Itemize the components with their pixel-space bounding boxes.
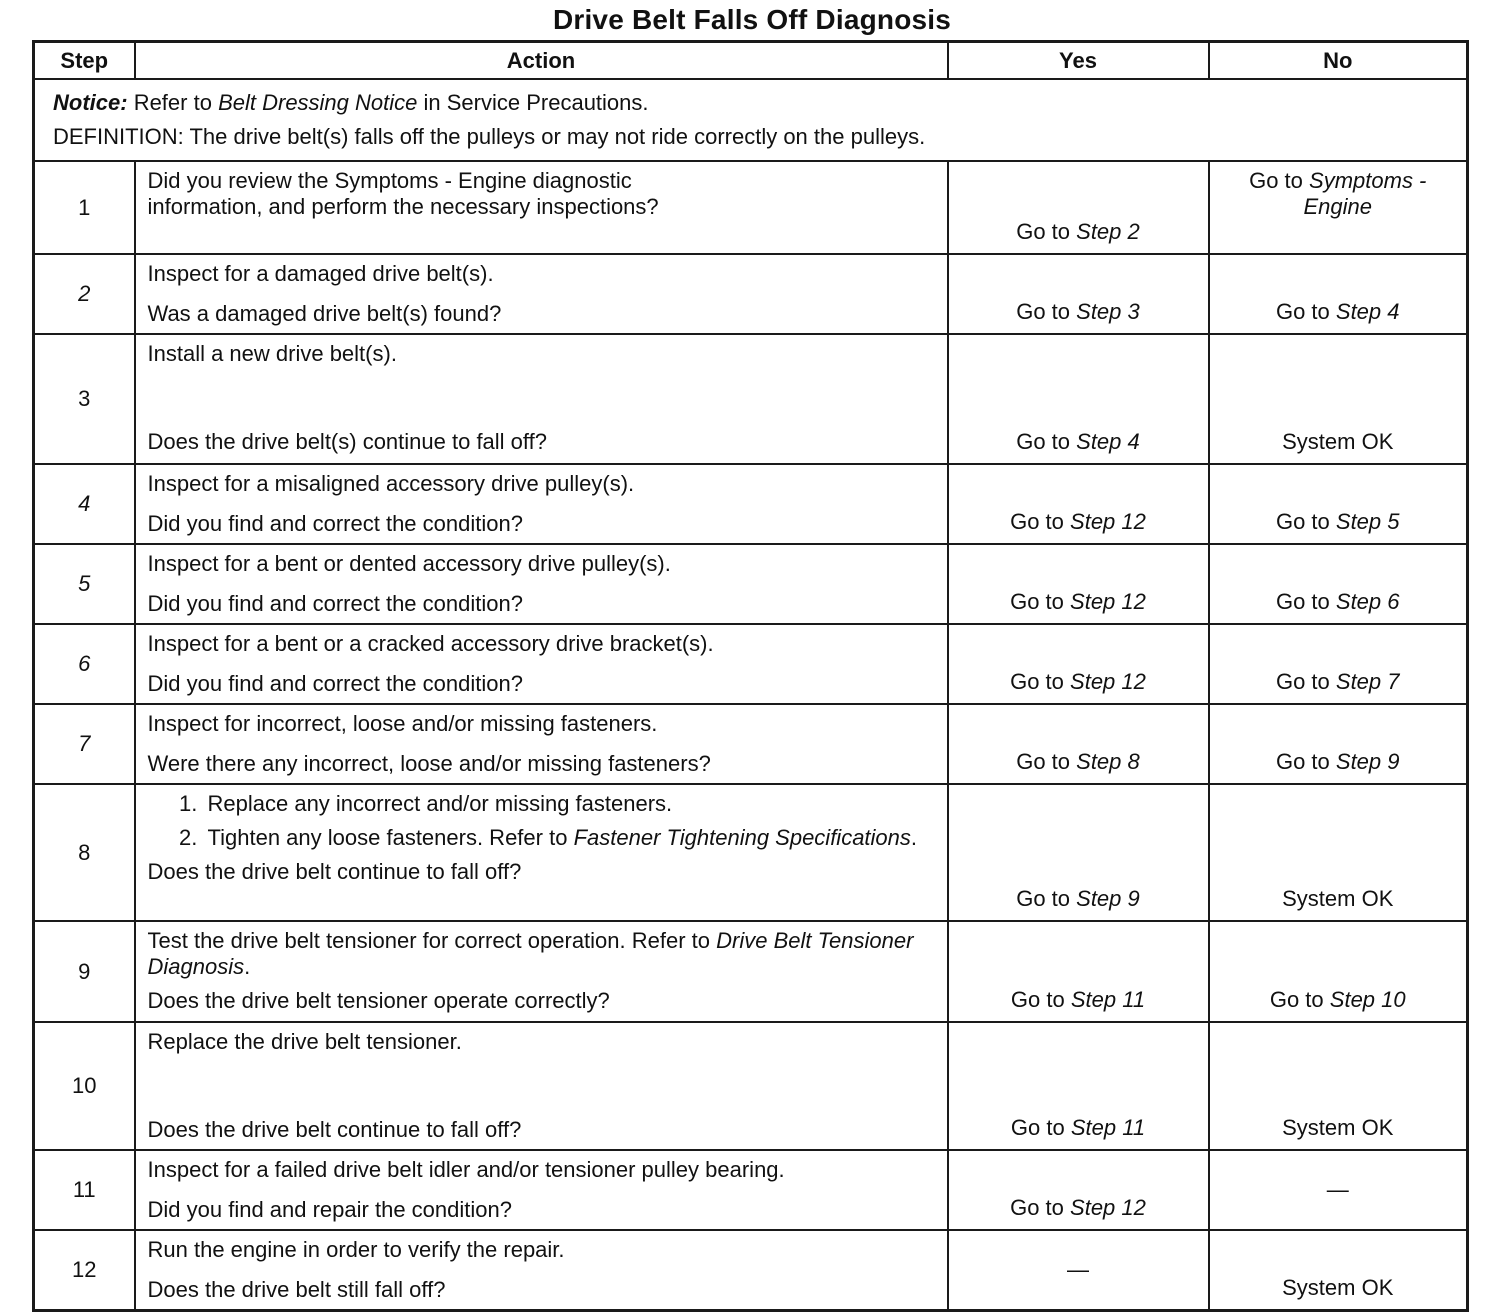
notice-text-pre: Refer to [133, 90, 212, 115]
no-cell [1209, 1022, 1468, 1150]
table-row [34, 334, 1468, 464]
go-to-text: Go to [1010, 1195, 1064, 1220]
go-to-text: Go to [1010, 509, 1064, 534]
action-cell [135, 334, 948, 464]
step-number: 9 [34, 921, 135, 1022]
no-cell [1209, 624, 1468, 704]
no-cell [1209, 254, 1468, 334]
system-ok-text: System OK [1282, 429, 1394, 454]
action-cell [135, 784, 948, 921]
diagnosis-table [32, 40, 1469, 1312]
yes-cell [948, 161, 1209, 254]
yes-step-ref: 12 [1121, 589, 1146, 614]
no-cell [1209, 1230, 1468, 1311]
yes-cell [948, 254, 1209, 334]
question-text: Does the drive belt(s) continue to fall off? [147, 429, 547, 454]
yes-step-ref: 8 [1127, 749, 1140, 774]
action-text: Inspect for a failed drive belt idler and/or tensioner pulley bearing. [147, 1157, 785, 1182]
table-row [34, 921, 1468, 1022]
yes-step-ref: 11 [1122, 987, 1146, 1012]
action-text: Inspect for a bent or dented accessory drive pulley(s). [147, 551, 671, 576]
action-text: Run the engine in order to verify the repair. [147, 1237, 565, 1262]
yes-cell [948, 334, 1209, 464]
step-word: Step [1076, 429, 1122, 454]
action-cell [135, 161, 948, 254]
header-action: Action [135, 42, 948, 80]
question-text: Did you find and repair the condition? [147, 1197, 512, 1222]
step-number: 8 [34, 784, 135, 921]
step-word: Step [1070, 589, 1116, 614]
go-to-text: Go to [1275, 669, 1330, 694]
step-number: 12 [34, 1230, 135, 1311]
no-step-ref: 5 [1387, 509, 1400, 534]
go-to-text: Go to [1249, 168, 1303, 193]
table-row [34, 544, 1468, 624]
action-cell [135, 254, 948, 334]
step-word: Step [1076, 299, 1122, 324]
question-text: Did you find and correct the condition? [147, 511, 523, 536]
step-word: Step [1070, 1115, 1117, 1140]
question-text: Does the drive belt still fall off? [147, 1277, 446, 1302]
step-number: 1 [34, 161, 135, 254]
system-ok-text: System OK [1282, 1115, 1394, 1140]
action-text: Inspect for a bent or a cracked accessory drive bracket(s). [147, 631, 714, 656]
step-number: 2 [34, 254, 135, 334]
system-ok-text: System OK [1282, 1275, 1394, 1300]
step-word: Step [1070, 987, 1117, 1012]
list-reference: Fastener Tightening Specifications [573, 825, 911, 850]
go-to-text: Go to [1275, 589, 1330, 614]
table-row [34, 254, 1468, 334]
step-number: 6 [34, 624, 135, 704]
notice-label: Notice: [53, 90, 128, 115]
system-ok-text: System OK [1282, 886, 1394, 911]
go-to-text: Go to [1010, 987, 1065, 1012]
question-text: Does the drive belt tensioner operate correctly? [147, 988, 610, 1013]
header-yes: Yes [948, 42, 1209, 80]
step-number: 5 [34, 544, 135, 624]
action-text: Inspect for incorrect, loose and/or missing fasteners. [147, 711, 658, 736]
no-cell [1209, 161, 1468, 254]
table-row [34, 464, 1468, 544]
question-text: Were there any incorrect, loose and/or missing fasteners? [147, 751, 711, 776]
yes-cell [948, 1022, 1209, 1150]
go-to-text: Go to [1010, 669, 1064, 694]
yes-step-ref: 11 [1122, 1115, 1146, 1140]
table-row [34, 704, 1468, 784]
step-word: Step [1335, 509, 1382, 534]
not-applicable-dash: — [1067, 1257, 1089, 1282]
header-no: No [1209, 42, 1468, 80]
list-item-text: Tighten any loose fasteners. Refer to [207, 825, 568, 850]
list-item: 2. Tighten any loose fasteners. Refer to Fastener Tightening Specifications. [204, 825, 937, 851]
table-row [34, 161, 1468, 254]
go-to-text: Go to [1275, 299, 1330, 324]
question-text: Does the drive belt continue to fall off? [147, 1117, 522, 1142]
action-cell [135, 921, 948, 1022]
no-step-ref: 7 [1387, 669, 1400, 694]
no-step-ref: 6 [1387, 589, 1400, 614]
step-number: 7 [34, 704, 135, 784]
go-to-text: Go to [1016, 299, 1071, 324]
action-text-pre: Test the drive belt tensioner for correct operation. Refer to [147, 928, 711, 953]
action-list [148, 791, 937, 851]
go-to-text: Go to [1010, 1115, 1065, 1140]
step-word: Step [1335, 299, 1382, 324]
go-to-text: Go to [1269, 987, 1324, 1012]
step-number: 10 [34, 1022, 135, 1150]
yes-step-ref: 2 [1127, 219, 1140, 244]
yes-step-ref: 3 [1127, 299, 1140, 324]
no-step-ref: 10 [1381, 987, 1406, 1012]
step-number: 4 [34, 464, 135, 544]
table-row [34, 784, 1468, 921]
definition-text: DEFINITION: The drive belt(s) falls off the pulleys or may not ride correctly on the pulleys. [53, 124, 926, 149]
question-text: Does the drive belt continue to fall off? [147, 859, 522, 884]
go-to-text: Go to [1010, 589, 1064, 614]
no-reference: Symptoms - Engine [1303, 168, 1427, 219]
yes-step-ref: 4 [1127, 429, 1140, 454]
yes-cell [948, 704, 1209, 784]
action-cell [135, 1230, 948, 1311]
action-text: Install a new drive belt(s). [147, 341, 397, 366]
yes-step-ref: 12 [1121, 509, 1146, 534]
action-text: Inspect for a misaligned accessory drive pulley(s). [147, 471, 635, 496]
action-cell [135, 1022, 948, 1150]
action-reference: Drive Belt Tensioner Diagnosis [147, 928, 914, 979]
step-word: Step [1329, 987, 1376, 1012]
yes-cell [948, 464, 1209, 544]
no-cell [1209, 704, 1468, 784]
go-to-text: Go to [1016, 219, 1071, 244]
list-item-text: Replace any incorrect and/or missing fasteners. [207, 791, 673, 816]
yes-cell [948, 624, 1209, 704]
table-row [34, 1022, 1468, 1150]
table-row [34, 624, 1468, 704]
list-item [204, 791, 937, 817]
step-number: 3 [34, 334, 135, 464]
go-to-text: Go to [1275, 509, 1330, 534]
go-to-text: Go to [1016, 429, 1071, 454]
no-step-ref: 9 [1387, 749, 1400, 774]
yes-step-ref: 9 [1127, 886, 1140, 911]
action-cell [135, 544, 948, 624]
step-word: Step [1076, 219, 1122, 244]
yes-step-ref: 12 [1121, 1195, 1146, 1220]
step-word: Step [1070, 509, 1116, 534]
step-word: Step [1070, 1195, 1116, 1220]
go-to-text: Go to [1275, 749, 1330, 774]
action-cell [135, 704, 948, 784]
question-text: Did you find and correct the condition? [147, 591, 523, 616]
action-text: Test the drive belt tensioner for correct operation. Refer to Drive Belt Tensioner Diagnosis. [147, 928, 914, 979]
no-cell [1209, 464, 1468, 544]
no-step-ref: 4 [1387, 299, 1400, 324]
header-step: Step [34, 42, 135, 80]
action-text: Replace the drive belt tensioner. [147, 1029, 462, 1054]
notice-row [34, 79, 1468, 161]
step-word: Step [1335, 749, 1382, 774]
go-to-text: Go to [1016, 886, 1071, 911]
notice-text-post: in Service Precautions. [423, 90, 649, 115]
notice-reference: Belt Dressing Notice [218, 90, 418, 115]
action-text: Did you review the Symptoms - Engine diagnostic information, and perform the necessary inspections? [147, 168, 659, 219]
action-cell [135, 1150, 948, 1230]
no-cell [1209, 1150, 1468, 1230]
step-word: Step [1335, 589, 1382, 614]
go-to-text: Go to [1016, 749, 1071, 774]
header-row [34, 42, 1468, 80]
yes-step-ref: 12 [1121, 669, 1146, 694]
action-cell [135, 464, 948, 544]
step-word: Step [1335, 669, 1382, 694]
table-row [34, 1230, 1468, 1311]
step-word: Step [1070, 669, 1116, 694]
no-cell [1209, 921, 1468, 1022]
question-text: Was a damaged drive belt(s) found? [147, 301, 502, 326]
table-row [34, 1150, 1468, 1230]
no-cell [1209, 784, 1468, 921]
step-number: 11 [34, 1150, 135, 1230]
yes-cell [948, 784, 1209, 921]
question-text: Did you find and correct the condition? [147, 671, 523, 696]
step-word: Step [1076, 886, 1122, 911]
notice-cell [34, 79, 1468, 161]
yes-cell [948, 1150, 1209, 1230]
yes-cell [948, 921, 1209, 1022]
action-text: Inspect for a damaged drive belt(s). [147, 261, 494, 286]
not-applicable-dash: — [1326, 1177, 1349, 1202]
yes-cell [948, 1230, 1209, 1311]
yes-cell [948, 544, 1209, 624]
no-cell [1209, 334, 1468, 464]
no-cell [1209, 544, 1468, 624]
page-title: Drive Belt Falls Off Diagnosis [552, 4, 952, 35]
action-cell [135, 624, 948, 704]
step-word: Step [1076, 749, 1122, 774]
